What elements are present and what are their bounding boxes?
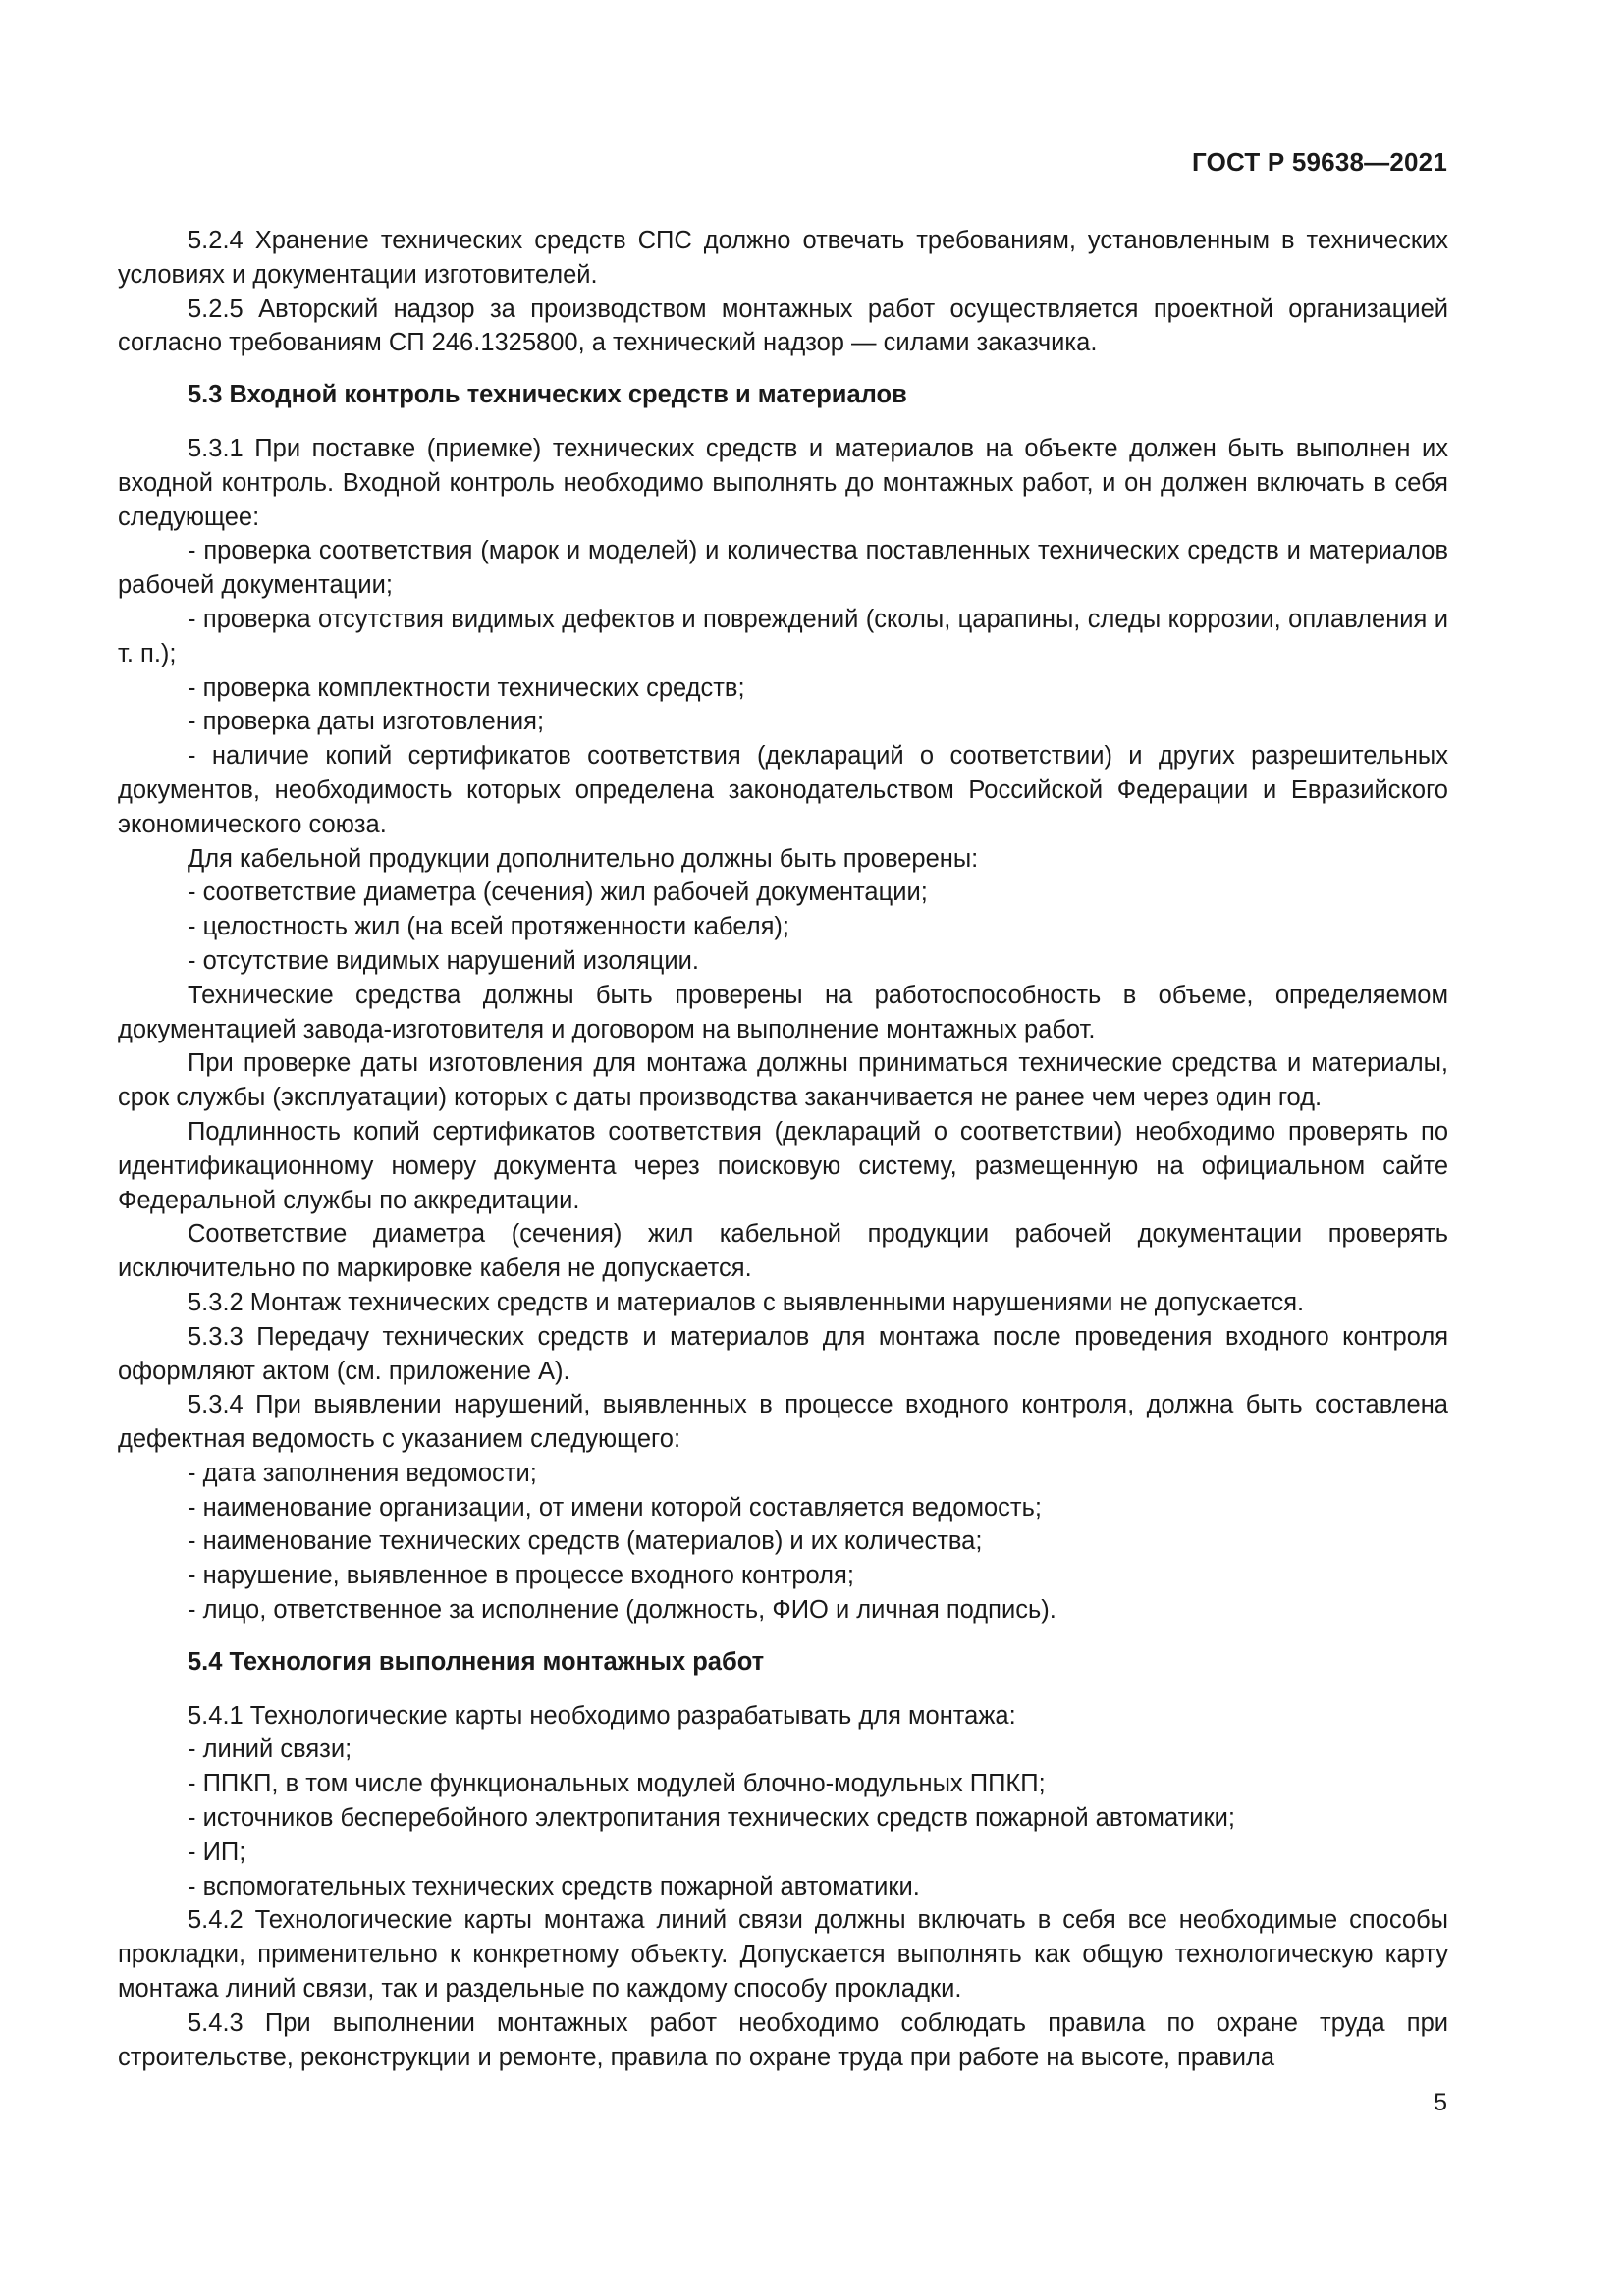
paragraph-5-3-4: 5.3.4 При выявлении нарушений, выявленных в процессе входного контроля, должна быть составлена дефектная ведомость с указанием следующего: — [118, 1391, 1448, 1454]
paragraph-cable: Для кабельной продукции дополнительно должны быть проверены: — [188, 844, 979, 873]
list-item: - лицо, ответственное за исполнение (должность, ФИО и личная подпись). — [188, 1596, 1056, 1625]
paragraph-date: При проверке даты изготовления для монтажа должны приниматься технические средства и материалы, срок службы (эксплуатации) которых с даты производства заканчивается не ранее чем через один год. — [118, 1049, 1448, 1112]
paragraph-5-2-4: 5.2.4 Хранение технических средств СПС должно отвечать требованиям, установленным в технических условиях и документации изготовителей. — [118, 227, 1448, 289]
list-item: - отсутствие видимых нарушений изоляции. — [188, 946, 699, 975]
list-item: - дата заполнения ведомости; — [188, 1459, 537, 1487]
section-heading-5-4: 5.4 Технология выполнения монтажных работ — [188, 1647, 765, 1676]
paragraph-5-4-2: 5.4.2 Технологические карты монтажа линий связи должны включать в себя все необходимые способы прокладки, применительно к конкретному объекту. Допускается выполнять как общую технологическую карту монтажа линий связи, так и раздельные по каждому способу прокладки. — [118, 1906, 1448, 2003]
document-body — [118, 224, 1448, 2074]
list-item: - источников бесперебойного электропитания технических средств пожарной автоматики; — [188, 1804, 1235, 1833]
list-item: - проверка соответствия (марок и моделей) и количества поставленных технических средств и материалов рабочей документации; — [118, 537, 1448, 600]
list-item: - целостность жил (на всей протяженности кабеля); — [188, 913, 789, 941]
paragraph-working: Технические средства должны быть проверены на работоспособность в объеме, определяемом документацией завода-изготовителя и договором на выполнение монтажных работ. — [118, 981, 1448, 1043]
section-heading-5-3: 5.3 Входной контроль технических средств и материалов — [188, 381, 907, 409]
list-item: - наименование технических средств (материалов) и их количества; — [188, 1527, 983, 1556]
paragraph-5-4-3: 5.4.3 При выполнении монтажных работ необходимо соблюдать правила по охране труда при строительстве, реконструкции и ремонте, правила по охране труда при работе на высоте, правила — [118, 2008, 1448, 2071]
list-item: - наименование организации, от имени которой составляется ведомость; — [188, 1493, 1042, 1522]
paragraph-5-3-1: 5.3.1 При поставке (приемке) технических средств и материалов на объекте должен быть выполнен их входной контроль. Входной контроль необходимо выполнять до монтажных работ, и он должен включать в себя следующее: — [118, 434, 1448, 531]
list-item: - ИП; — [188, 1838, 246, 1866]
paragraph-5-3-3: 5.3.3 Передачу технических средств и материалов для монтажа после проведения входного контроля оформляют актом (см. приложение А). — [118, 1322, 1448, 1385]
list-item: - нарушение, выявленное в процессе входного контроля; — [188, 1562, 854, 1590]
list-item: - наличие копий сертификатов соответствия (деклараций о соответствии) и других разрешительных документов, необходимость которых определена законодательством Российской Федерации и Евразийского экономического союза. — [118, 742, 1448, 838]
document-header: ГОСТ Р 59638—2021 — [1192, 147, 1447, 177]
paragraph-5-2-5: 5.2.5 Авторский надзор за производством монтажных работ осуществляется проектной организацией согласно требованиям СП 246.1325800, а технический надзор — силами заказчика. — [118, 294, 1448, 357]
list-item: - соответствие диаметра (сечения) жил рабочей документации; — [188, 879, 928, 907]
list-item: - вспомогательных технических средств пожарной автоматики. — [188, 1872, 920, 1900]
list-item: - проверка отсутствия видимых дефектов и повреждений (сколы, царапины, следы коррозии, оплавления и т. п.); — [118, 605, 1448, 667]
list-item: - ППКП, в том числе функциональных модулей блочно-модульных ППКП; — [188, 1770, 1046, 1798]
list-item: - проверка комплектности технических средств; — [188, 673, 745, 702]
paragraph-authenticity: Подлинность копий сертификатов соответствия (деклараций о соответствии) необходимо проверять по идентификационному номеру документа через поисковую систему, размещенную на официальном сайте Федеральной службы по аккредитации. — [118, 1117, 1448, 1214]
paragraph-5-3-2: 5.3.2 Монтаж технических средств и материалов с выявленными нарушениями не допускается. — [188, 1288, 1305, 1316]
list-item: - проверка даты изготовления; — [188, 708, 545, 736]
page-number: 5 — [1434, 2089, 1447, 2116]
paragraph-diameter: Соответствие диаметра (сечения) жил кабельной продукции рабочей документации проверять исключительно по маркировке кабеля не допускается. — [118, 1220, 1448, 1283]
paragraph-5-4-1: 5.4.1 Технологические карты необходимо разрабатывать для монтажа: — [188, 1701, 1016, 1730]
list-item: - линий связи; — [188, 1735, 352, 1764]
